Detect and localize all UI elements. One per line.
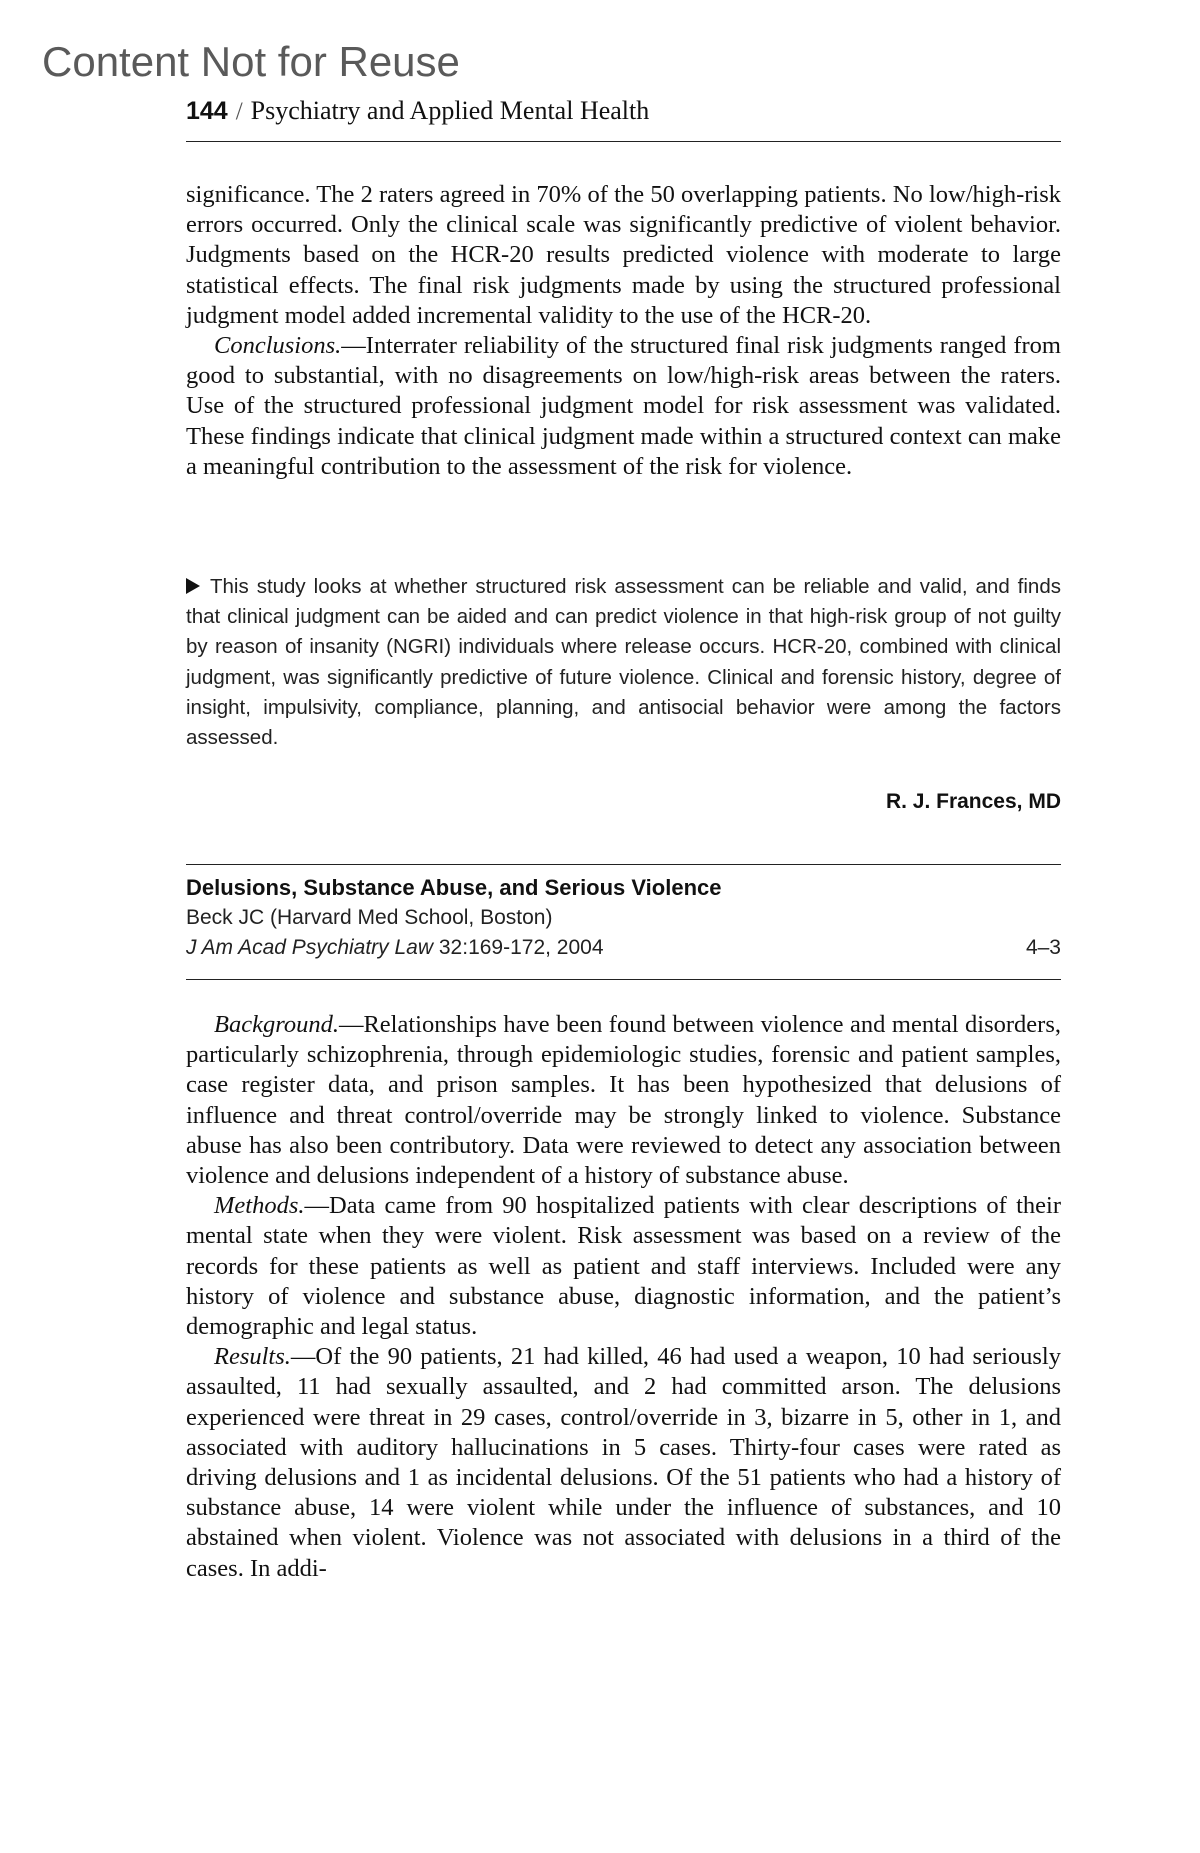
article-bottom-rule [186, 979, 1061, 980]
article-header [186, 873, 1061, 963]
page-number: 144 [186, 97, 228, 125]
background-label: Background. [214, 1011, 339, 1038]
conclusions-text: —Interrater reliability of the structured final risk judgments ranged from good to substantial, with no disagreements on low/high-risk areas between the raters. Use of the structured professional judgment model for risk assessment was validated. These findings indicate that clinical judgment made within a structured context can make a meaningful contribution to the assessment of the risk for violence. [186, 332, 1061, 480]
article-title: Delusions, Substance Abuse, and Serious Violence [186, 875, 722, 900]
results-paragraph [186, 1342, 1061, 1584]
watermark: Content Not for Reuse [42, 38, 460, 85]
comment-text: This study looks at whether structured risk assessment can be reliable and valid, and finds that clinical judgment can be aided and can predict violence in that high-risk group of not guilty by reason of insanity (NGRI) individuals where release occurs. HCR-20, combined with clinical judgment, was significantly predictive of future violence. Clinical and forensic history, degree of insight, impulsivity, compliance, planning, and antisocial behavior were among the factors assessed. [186, 575, 1061, 750]
results-continued: significance. The 2 raters agreed in 70% of the 50 overlapping patients. No low/high-risk errors occurred. Only the clinical scale was significantly predictive of violent behavior. Judgments based on the HCR-20 results predicted violence with moderate to large statistical effects. The final risk judgments made by using the structured professional judgment model added incremental validity to the use of the HCR-20. [186, 181, 1061, 329]
comment-paragraph [186, 572, 1061, 753]
results-label: Results. [214, 1343, 291, 1371]
article-author: Beck JC (Harvard Med School, Boston) [186, 906, 553, 929]
article-top-rule [186, 864, 1061, 865]
methods-paragraph [186, 1191, 1061, 1342]
header-separator: / [235, 98, 243, 125]
commenter-name: R. J. Frances, MD [885, 790, 1061, 813]
methods-text: —Data came from 90 hospitalized patients with clear descriptions of their mental state when they were violent. Risk assessment was based on a review of the records for these patients as well as patient and staff interviews. Included were any history of violence and substance abuse, diagnostic information, and the patient’s demographic and legal status. [186, 1192, 1061, 1341]
comment-arrow-icon [186, 578, 200, 594]
results-text: —Of the 90 patients, 21 had killed, 46 had used a weapon, 10 had seriously assaulted, 11 had sexually assaulted, and 2 had committed arson. The delusions experienced were threat in 29 cases, control/override in 3, bizarre in 5, other in 1, and associated with auditory hallucinations in 5 cases. Thirty-four cases were rated as driving delusions and 1 as incidental delusions. Of the 51 patients who had a history of substance abuse, 14 were violent while under the influence of substances, and 10 abstained when violent. Violence was not associated with delusions in a third of the cases. In addi- [186, 1343, 1061, 1582]
methods-label: Methods. [214, 1192, 305, 1220]
previous-abstract [186, 180, 1061, 482]
article-abstract [186, 1010, 1061, 1584]
conclusions-label: Conclusions. [214, 332, 342, 360]
commenter-block [186, 790, 1061, 814]
header-rule [186, 141, 1061, 142]
running-head [186, 96, 1066, 126]
citation-row [186, 933, 1061, 963]
citation-reference: 32:169-172, 2004 [438, 936, 604, 959]
article-citation [186, 933, 604, 963]
background-text: —Relationships have been found between violence and mental disorders, particularly schizophrenia, through epidemiologic studies, forensic and patient samples, case register data, and prison samples. It has been hypothesized that delusions of influence and threat control/override may be strongly linked to violence. Substance abuse has also been contributory. Data were reviewed to detect any association between violence and delusions independent of a history of substance abuse. [186, 1011, 1061, 1190]
article-code: 4–3 [1025, 936, 1061, 959]
journal-title: Psychiatry and Applied Mental Health [250, 96, 650, 125]
background-paragraph [186, 1010, 1061, 1191]
citation-journal: J Am Acad Psychiatry Law [186, 936, 434, 959]
editor-comment [186, 572, 1061, 753]
conclusions-paragraph [186, 331, 1061, 482]
